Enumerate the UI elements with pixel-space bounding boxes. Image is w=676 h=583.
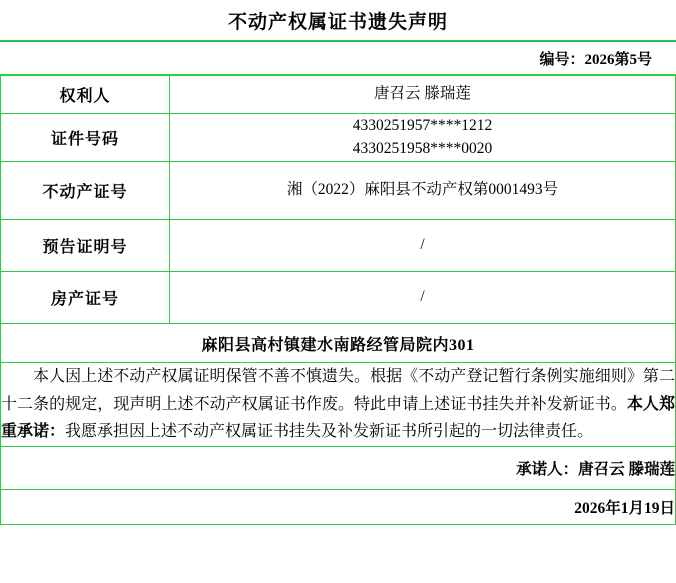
field-label-realty-certificate-number: 不动产证号	[1, 162, 170, 220]
promisor-row	[1, 446, 676, 489]
field-label-id-number: 证件号码	[1, 114, 170, 162]
address-text: 麻阳县高村镇建水南路经管局院内301	[1, 324, 676, 363]
value-line: 4330251957****1212	[352, 117, 493, 135]
field-value-advance-certificate-number	[170, 220, 676, 272]
date-row	[1, 489, 676, 524]
declaration-table	[0, 75, 676, 525]
table-row	[1, 220, 676, 272]
statement-part2: 我愿承担因上述不动产权属证书挂失及补发新证书所引起的一切法律责任。	[65, 423, 594, 441]
value-line: 4330251958****0020	[352, 139, 493, 157]
field-value-house-certificate-number	[170, 272, 676, 324]
field-label-house-certificate-number: 房产证号	[1, 272, 170, 324]
field-value-realty-certificate-number	[170, 162, 676, 220]
table-row	[1, 76, 676, 114]
serial-number: 编号：2026第5号	[539, 51, 652, 68]
value-line: /	[420, 288, 425, 306]
date-text: 2026年1月19日	[1, 489, 676, 524]
value-line: /	[420, 236, 425, 254]
statement-row	[1, 363, 676, 447]
field-value-rights-holder	[170, 76, 676, 114]
statement-emphasis: 本人郑重承诺：	[1, 395, 675, 441]
field-label-rights-holder: 权利人	[1, 76, 170, 114]
statement-paragraph	[1, 363, 675, 446]
field-label-advance-certificate-number: 预告证明号	[1, 220, 170, 272]
statement-part1: 本人因上述不动产权属证明保管不善不慎遗失。根据《不动产登记暂行条例实施细则》第二十二条的规定，现声明上述不动产权属证书作废。特此申请上述证书挂失并补发新证书。	[1, 368, 675, 413]
statement-cell	[1, 363, 676, 447]
value-line: 唐召云 滕瑞莲	[374, 85, 471, 103]
table-row	[1, 162, 676, 220]
address-row	[1, 324, 676, 363]
document-title-bar	[0, 0, 676, 42]
promisor-text: 承诺人：唐召云 滕瑞莲	[1, 446, 676, 489]
page-title: 不动产权属证书遗失声明	[227, 11, 448, 33]
table-row	[1, 114, 676, 162]
serial-number-row	[0, 42, 676, 75]
table-row	[1, 272, 676, 324]
value-line: 湘（2022）麻阳县不动产权第0001493号	[286, 181, 559, 199]
field-value-id-number	[170, 114, 676, 162]
